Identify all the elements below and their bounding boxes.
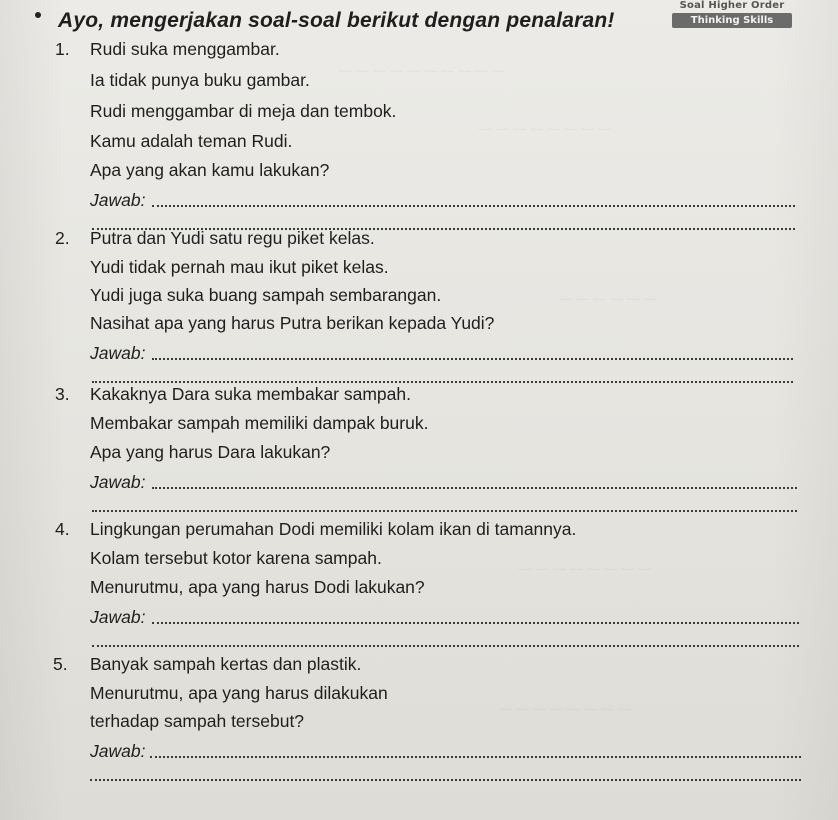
answer-line[interactable] — [90, 779, 801, 781]
page-title: Ayo, mengerjakan soal-soal berikut dengan penalaran! — [58, 9, 615, 32]
heading-bullet — [35, 12, 41, 18]
question-number: 2. — [55, 228, 70, 248]
question-line: Putra dan Yudi satu regu piket kelas. — [90, 228, 375, 248]
answer-line[interactable] — [152, 205, 795, 207]
answer-label: Jawab: — [90, 607, 146, 627]
show-through-text: ㅡ ㅡ ㅡ ㅡ ㅡ ㅡ ㅡ ㅡ — [480, 124, 613, 139]
show-through-text: ㅡ ㅡ ㅡ ㅡ ㅡ ㅡ ㅡ ㅡ — [520, 564, 653, 579]
question-line: Apa yang akan kamu lakukan? — [90, 160, 330, 180]
answer-line[interactable] — [92, 645, 799, 647]
answer-label: Jawab: — [90, 190, 146, 210]
question-line: Kakaknya Dara suka membakar sampah. — [90, 384, 411, 404]
answer-line[interactable] — [92, 510, 797, 512]
answer-label: Jawab: — [90, 343, 146, 363]
question-number: 5. — [53, 654, 68, 674]
question-line: terhadap sampah tersebut? — [90, 711, 305, 731]
answer-line[interactable] — [92, 381, 793, 383]
show-through-text: ㅡ ㅡ ㅡ ㅡ ㅡ ㅡ ㅡ ㅡ ㅡ ㅡ — [340, 66, 507, 81]
question-line: Menurutmu, apa yang harus Dodi lakukan? — [90, 577, 425, 597]
answer-line[interactable] — [152, 358, 793, 360]
question-line: Yudi juga suka buang sampah sembarangan. — [90, 285, 442, 305]
answer-line[interactable] — [152, 622, 799, 624]
question-number: 4. — [55, 519, 70, 539]
badge-title: Soal Higher Order — [679, 0, 785, 11]
question-line: Banyak sampah kertas dan plastik. — [90, 654, 362, 674]
answer-label: Jawab: — [90, 741, 146, 761]
question-line: Kamu adalah teman Rudi. — [90, 131, 293, 151]
question-line: Yudi tidak pernah mau ikut piket kelas. — [90, 257, 389, 277]
question-number: 3. — [55, 384, 70, 404]
question-line: Rudi suka menggambar. — [90, 39, 280, 59]
answer-label: Jawab: — [90, 472, 146, 492]
question-number: 1. — [55, 39, 70, 59]
answer-line[interactable] — [150, 756, 801, 758]
question-line: Apa yang harus Dara lakukan? — [90, 442, 331, 462]
question-line: Ia tidak punya buku gambar. — [90, 70, 310, 90]
question-line: Kolam tersebut kotor karena sampah. — [90, 548, 382, 568]
question-line: Rudi menggambar di meja dan tembok. — [90, 101, 397, 121]
show-through-text: ㅡ ㅡ ㅡ ㅡ ㅡ ㅡ ㅡ ㅡ — [500, 704, 633, 719]
question-line: Nasihat apa yang harus Putra berikan kepada Yudi? — [90, 313, 495, 333]
hots-badge — [672, 0, 792, 28]
question-line: Menurutmu, apa yang harus dilakukan — [90, 683, 388, 703]
question-line: Membakar sampah memiliki dampak buruk. — [90, 413, 429, 433]
show-through-text: ㅡ ㅡ ㅡ ㅡ ㅡ ㅡ — [560, 294, 659, 309]
question-line: Lingkungan perumahan Dodi memiliki kolam ikan di tamannya. — [90, 519, 577, 539]
answer-line[interactable] — [152, 487, 797, 489]
badge-subtitle: Thinking Skills — [672, 13, 792, 28]
